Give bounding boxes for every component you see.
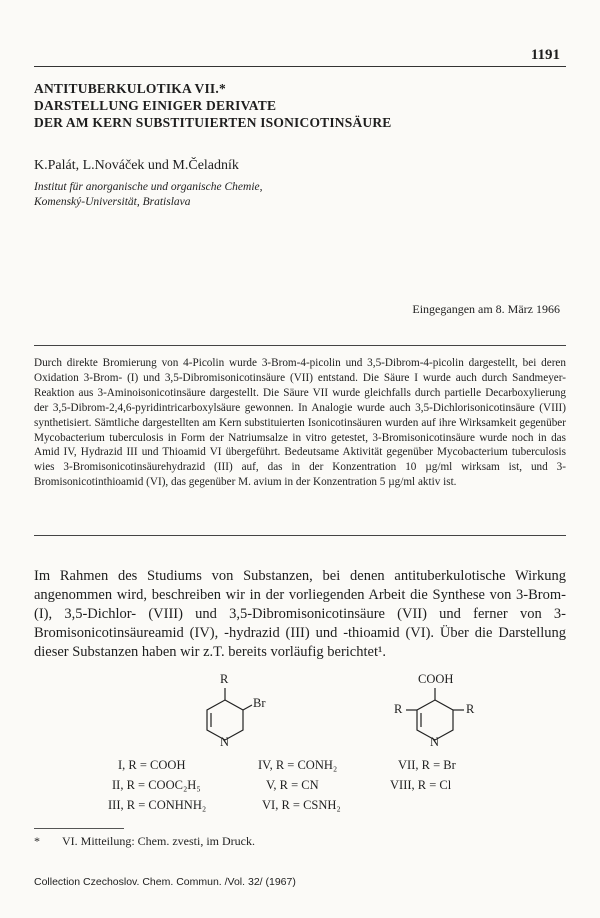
right-pyridine-ring [406, 688, 464, 740]
article-title [34, 80, 574, 131]
title-line: ANTITUBERKULOTIKA VII.* [34, 81, 226, 96]
abstract: Durch direkte Bromierung von 4-Picolin wurde 3-Brom-4-picolin und 3,5-Dibrom-4-picolin dargestellt, bei deren Oxidation 3-Brom- (I) und 3,5-Dibromisonicotinsäure (VII) entstand. Die Säure I wurde auch durch Sandmeyer-Reaktion aus 3-Aminoisonicotinsäure dargestellt. Die Säure VII wurde gleichfalls durch partielle Decarboxylierung der 3,5-Dibrom-2,4,6-pyridintricarboxylsäure gewonnen. In Analogie wurde auch 3,5-Dichlorisonicotinsäure (VIII) synthetisiert. Sämtliche dargestellten am Kern substituierten Isonicotinsäuren wurden auf ihre Wirksamkeit gegenüber Mycobacterium tuberculosis in Form der Natriumsalze in vitro getestet, 3-Bromisonicotinsäure wurde noch in das Amid IV, Hydrazid III und Thioamid VI übergeführt. Bedeutsame Aktivität gegenüber Mycobacterium tuberculosis wies 3-Bromisonicotinsäurehydrazid (III) auf, das in der Konzentration 10 µg/ml wirksam ist, und 3-Bromisonicotinthioamid (VI), das gegenüber M. avium in der Konzentration 5 µg/ml aktiv ist. [34, 357, 566, 489]
compound-label: VII, R = Br [398, 758, 456, 772]
title-line: DER AM KERN SUBSTITUIERTEN ISONICOTINSÄURE [34, 115, 392, 130]
compound-label: V, R = CN [266, 778, 319, 792]
title-line: DARSTELLUNG EINIGER DERIVATE [34, 98, 277, 113]
affiliation-line: Komenský-Universität, Bratislava [34, 196, 191, 208]
left-ring-nitrogen: N [220, 735, 230, 749]
footnote-mark: * [34, 834, 40, 848]
compound-label: VI, R = CSNH₂ [262, 798, 341, 812]
compound-label: III, R = CONHNH₂ [108, 798, 207, 812]
chemical-structures [0, 672, 600, 830]
body-text: Im Rahmen des Studiums von Substanzen, bei denen antituberkulotische Wirkung angenommen wird, beschreiben wir in der vorliegenden Arbeit die Synthese von 3-Brom- (I), 3,5-Dichlor- (VIII) und 3,5-Dibromisonicotinsäure (VII) und ferner von 3-Bromisonicotinsäureamid (IV), -hydrazid (III) und -thioamid (VI). Über die Darstellung dieser Substanzen haben wir z.T. bereits vorläufig berichtet¹. [34, 568, 566, 660]
left-ring-top-substituent: R [220, 672, 229, 686]
footnote-rule [34, 828, 124, 829]
compound-label: I, R = COOH [118, 758, 186, 772]
compound-label: VIII, R = Cl [390, 778, 452, 792]
header-rule [34, 66, 566, 67]
right-ring-left-substituent: R [394, 702, 403, 716]
abstract-rule-top [34, 345, 566, 346]
footnote [34, 834, 255, 849]
authors: K.Palát, L.Nováček und M.Čeladník [34, 158, 239, 173]
compound-label: II, R = COOC₂H₅ [112, 778, 201, 792]
affiliation-line: Institut für anorganische und organische Chemie, [34, 181, 263, 193]
body-paragraph [34, 567, 566, 662]
journal-footer: Collection Czechoslov. Chem. Commun. /Vol. 32/ (1967) [34, 876, 296, 888]
compound-label: IV, R = CONH₂ [258, 758, 338, 772]
left-ring-side-substituent: Br [253, 696, 266, 710]
page-number: 1191 [530, 47, 560, 63]
affiliation [34, 180, 263, 210]
left-pyridine-ring [207, 688, 252, 740]
abstract-rule-bottom [34, 535, 566, 536]
right-ring-nitrogen: N [430, 735, 440, 749]
right-ring-top-substituent: COOH [418, 672, 454, 686]
right-ring-right-substituent: R [466, 702, 475, 716]
received-date: Eingegangen am 8. März 1966 [412, 302, 560, 316]
footnote-text: VI. Mitteilung: Chem. zvesti, im Druck. [62, 834, 255, 848]
